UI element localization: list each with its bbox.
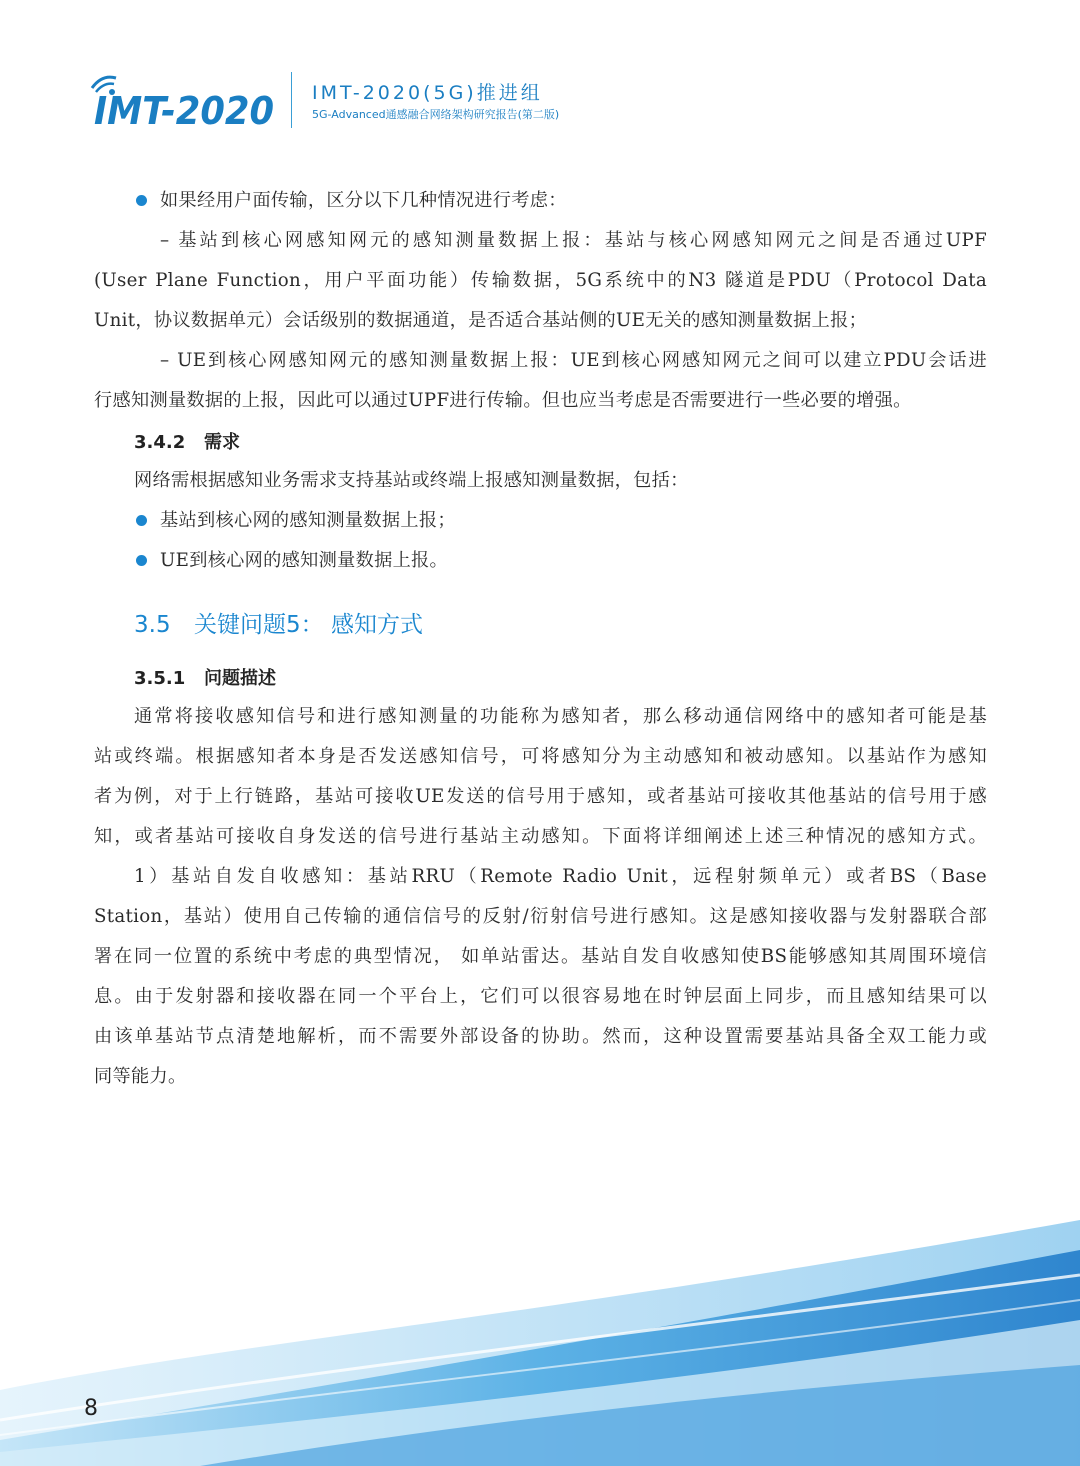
paragraph-line: 1）基站自发自收感知：基站RRU（Remote Radio Unit，远程射频单元）或者BS（Base [134, 866, 987, 887]
bullet-text: 基站到核心网的感知测量数据上报； [160, 510, 456, 531]
section-number: 3.5 [134, 612, 171, 638]
section-title: 问题描述 [204, 668, 276, 689]
bullet-text: 如果经用户面传输，区分以下几种情况进行考虑： [160, 190, 567, 211]
paragraph-line: 网络需根据感知业务需求支持基站或终端上报感知测量数据，包括： [134, 470, 689, 491]
section-heading-3-4-2 [134, 428, 240, 454]
paragraph-line: 同等能力。 [94, 1066, 187, 1087]
dash-item-line: Unit，协议数据单元）会话级别的数据通道，是否适合基站侧的UE无关的感知测量数据上报； [94, 310, 868, 331]
dash-item-line: 行感知测量数据的上报，因此可以通过UPF进行传输。但也应当考虑是否需要进行一些必要的增强。 [94, 390, 912, 411]
paragraph-line: 者为例，对于上行链路，基站可接收UE发送的信号用于感知，或者基站可接收其他基站的信号用于感 [94, 786, 987, 807]
dash-item-line: – UE到核心网感知网元的感知测量数据上报：UE到核心网感知网元之间可以建立PDU会话进 [160, 350, 987, 371]
imt2020-logo [88, 66, 278, 132]
header-divider [291, 72, 292, 128]
section-title: 需求 [204, 432, 240, 453]
paragraph-line: 由该单基站节点清楚地解析，而不需要外部设备的协助。然而，这种设置需要基站具备全双工能力或 [94, 1026, 987, 1047]
dash-item-line: – 基站到核心网感知网元的感知测量数据上报：基站与核心网感知网元之间是否通过UPF [160, 230, 987, 251]
bullet-text: UE到核心网的感知测量数据上报。 [160, 550, 449, 571]
section-title: 关键问题5： 感知方式 [194, 612, 423, 638]
dash-item-line: (User Plane Function，用户平面功能）传输数据，5G系统中的N3 隧道是PDU（Protocol Data [94, 270, 987, 291]
section-number: 3.4.2 [134, 432, 186, 453]
page-number: 8 [84, 1396, 98, 1421]
org-title: IMT-2020(5G)推进组 [312, 82, 543, 104]
bullet-icon [136, 195, 147, 206]
paragraph-line: 署在同一位置的系统中考虑的典型情况， 如单站雷达。基站自发自收感知使BS能够感知其周围环境信 [94, 946, 987, 967]
footer-wave-decoration [0, 1190, 1080, 1466]
paragraph-line: 通常将接收感知信号和进行感知测量的功能称为感知者，那么移动通信网络中的感知者可能是基 [134, 706, 987, 727]
section-heading-3-5 [134, 606, 423, 639]
paragraph-line: 知，或者基站可接收自身发送的信号进行基站主动感知。下面将详细阐述上述三种情况的感知方式。 [94, 826, 987, 847]
paragraph-line: 站或终端。根据感知者本身是否发送感知信号，可将感知分为主动感知和被动感知。以基站作为感知 [94, 746, 987, 767]
section-heading-3-5-1 [134, 664, 276, 690]
paragraph-line: Station，基站）使用自己传输的通信信号的反射/衍射信号进行感知。这是感知接收器与发射器联合部 [94, 906, 987, 927]
paragraph-line: 息。由于发射器和接收器在同一个平台上，它们可以很容易地在时钟层面上同步，而且感知结果可以 [94, 986, 987, 1007]
bullet-icon [136, 515, 147, 526]
section-number: 3.5.1 [134, 668, 186, 689]
bullet-icon [136, 555, 147, 566]
report-title: 5G-Advanced通感融合网络架构研究报告(第二版) [312, 108, 560, 121]
svg-text:IMT-2020: IMT-2020 [94, 89, 274, 132]
